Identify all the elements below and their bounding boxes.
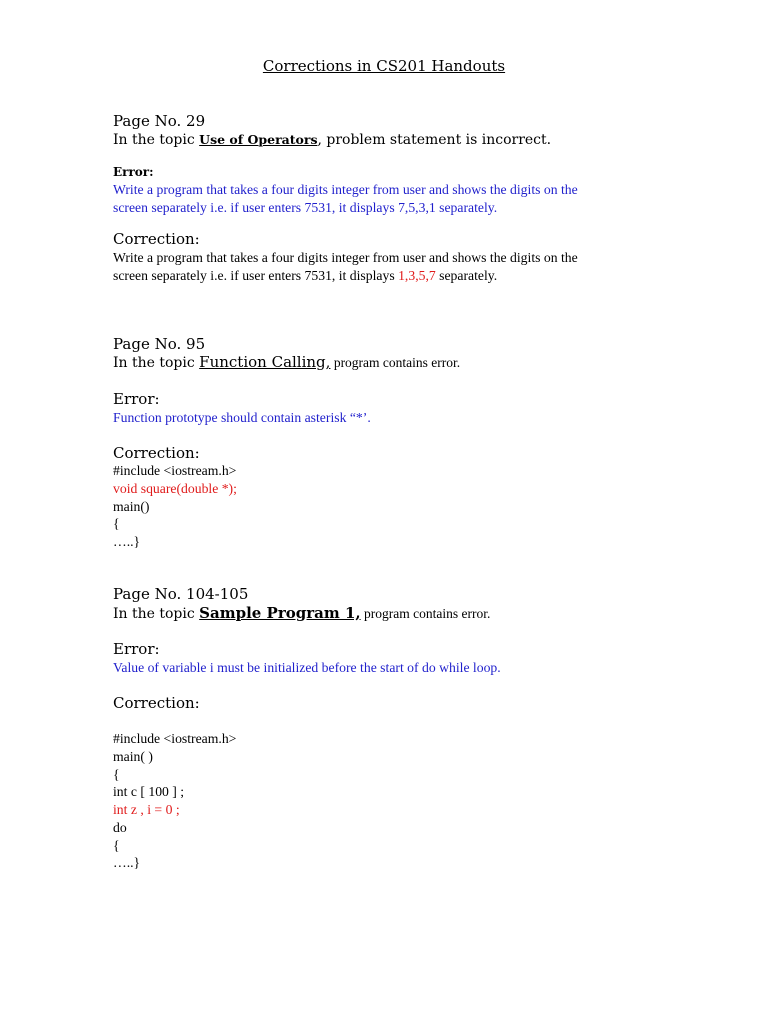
error-text-line: Value of variable i must be initialized before the start of do while loop. [113,660,501,675]
code-line: …..} [113,855,141,870]
code-line: { [113,767,120,782]
error-text-line: Write a program that takes a four digits integer from user and shows the digits on the [113,182,578,197]
correction-highlight: 1,3,5,7 [398,268,436,283]
correction-prefix: screen separately i.e. if user enters 7531, it displays [113,268,399,283]
topic-suffix: program contains error. [360,606,491,621]
topic-name: Use of Operators [199,132,318,147]
page-number-heading: Page No. 95 [113,335,206,353]
error-label: Error: [113,640,160,658]
code-line: #include <iostream.h> [113,731,237,746]
correction-suffix: separately. [435,268,498,283]
topic-suffix: program contains error. [330,355,461,370]
topic-suffix: , problem statement is incorrect. [317,132,552,148]
correction-text-line: Write a program that takes a four digits integer from user and shows the digits on the [113,250,578,265]
topic-prefix: In the topic [113,132,200,148]
code-line: do [113,820,127,835]
topic-line [113,604,490,623]
code-line: main() [113,499,150,514]
correction-label: Correction: [113,230,200,248]
topic-name: Sample Program 1, [199,604,361,622]
correction-label: Correction: [113,444,200,462]
code-line-highlight: void square(double *); [113,481,237,496]
code-line: #include <iostream.h> [113,463,237,478]
page-number-heading: Page No. 29 [113,112,206,130]
document-title: Corrections in CS201 Handouts [262,57,506,75]
topic-prefix: In the topic [113,355,200,371]
correction-label: Correction: [113,694,200,712]
code-line: int c [ 100 ] ; [113,784,185,799]
code-line-highlight: int z , i = 0 ; [113,802,180,817]
code-line: { [113,838,120,853]
error-text-line: screen separately i.e. if user enters 7531, it displays 7,5,3,1 separately. [113,200,498,215]
code-line: …..} [113,534,141,549]
error-label: Error: [113,390,160,408]
code-line: main( ) [113,749,153,764]
topic-name: Function Calling, [199,353,331,371]
code-line: { [113,516,120,531]
correction-text-line [113,267,497,285]
error-text-line: Function prototype should contain asterisk “*’. [113,410,371,425]
topic-prefix: In the topic [113,606,200,622]
topic-line [113,131,551,149]
topic-line [113,353,460,372]
page-number-heading: Page No. 104-105 [113,585,249,603]
error-label: Error: [113,165,154,179]
